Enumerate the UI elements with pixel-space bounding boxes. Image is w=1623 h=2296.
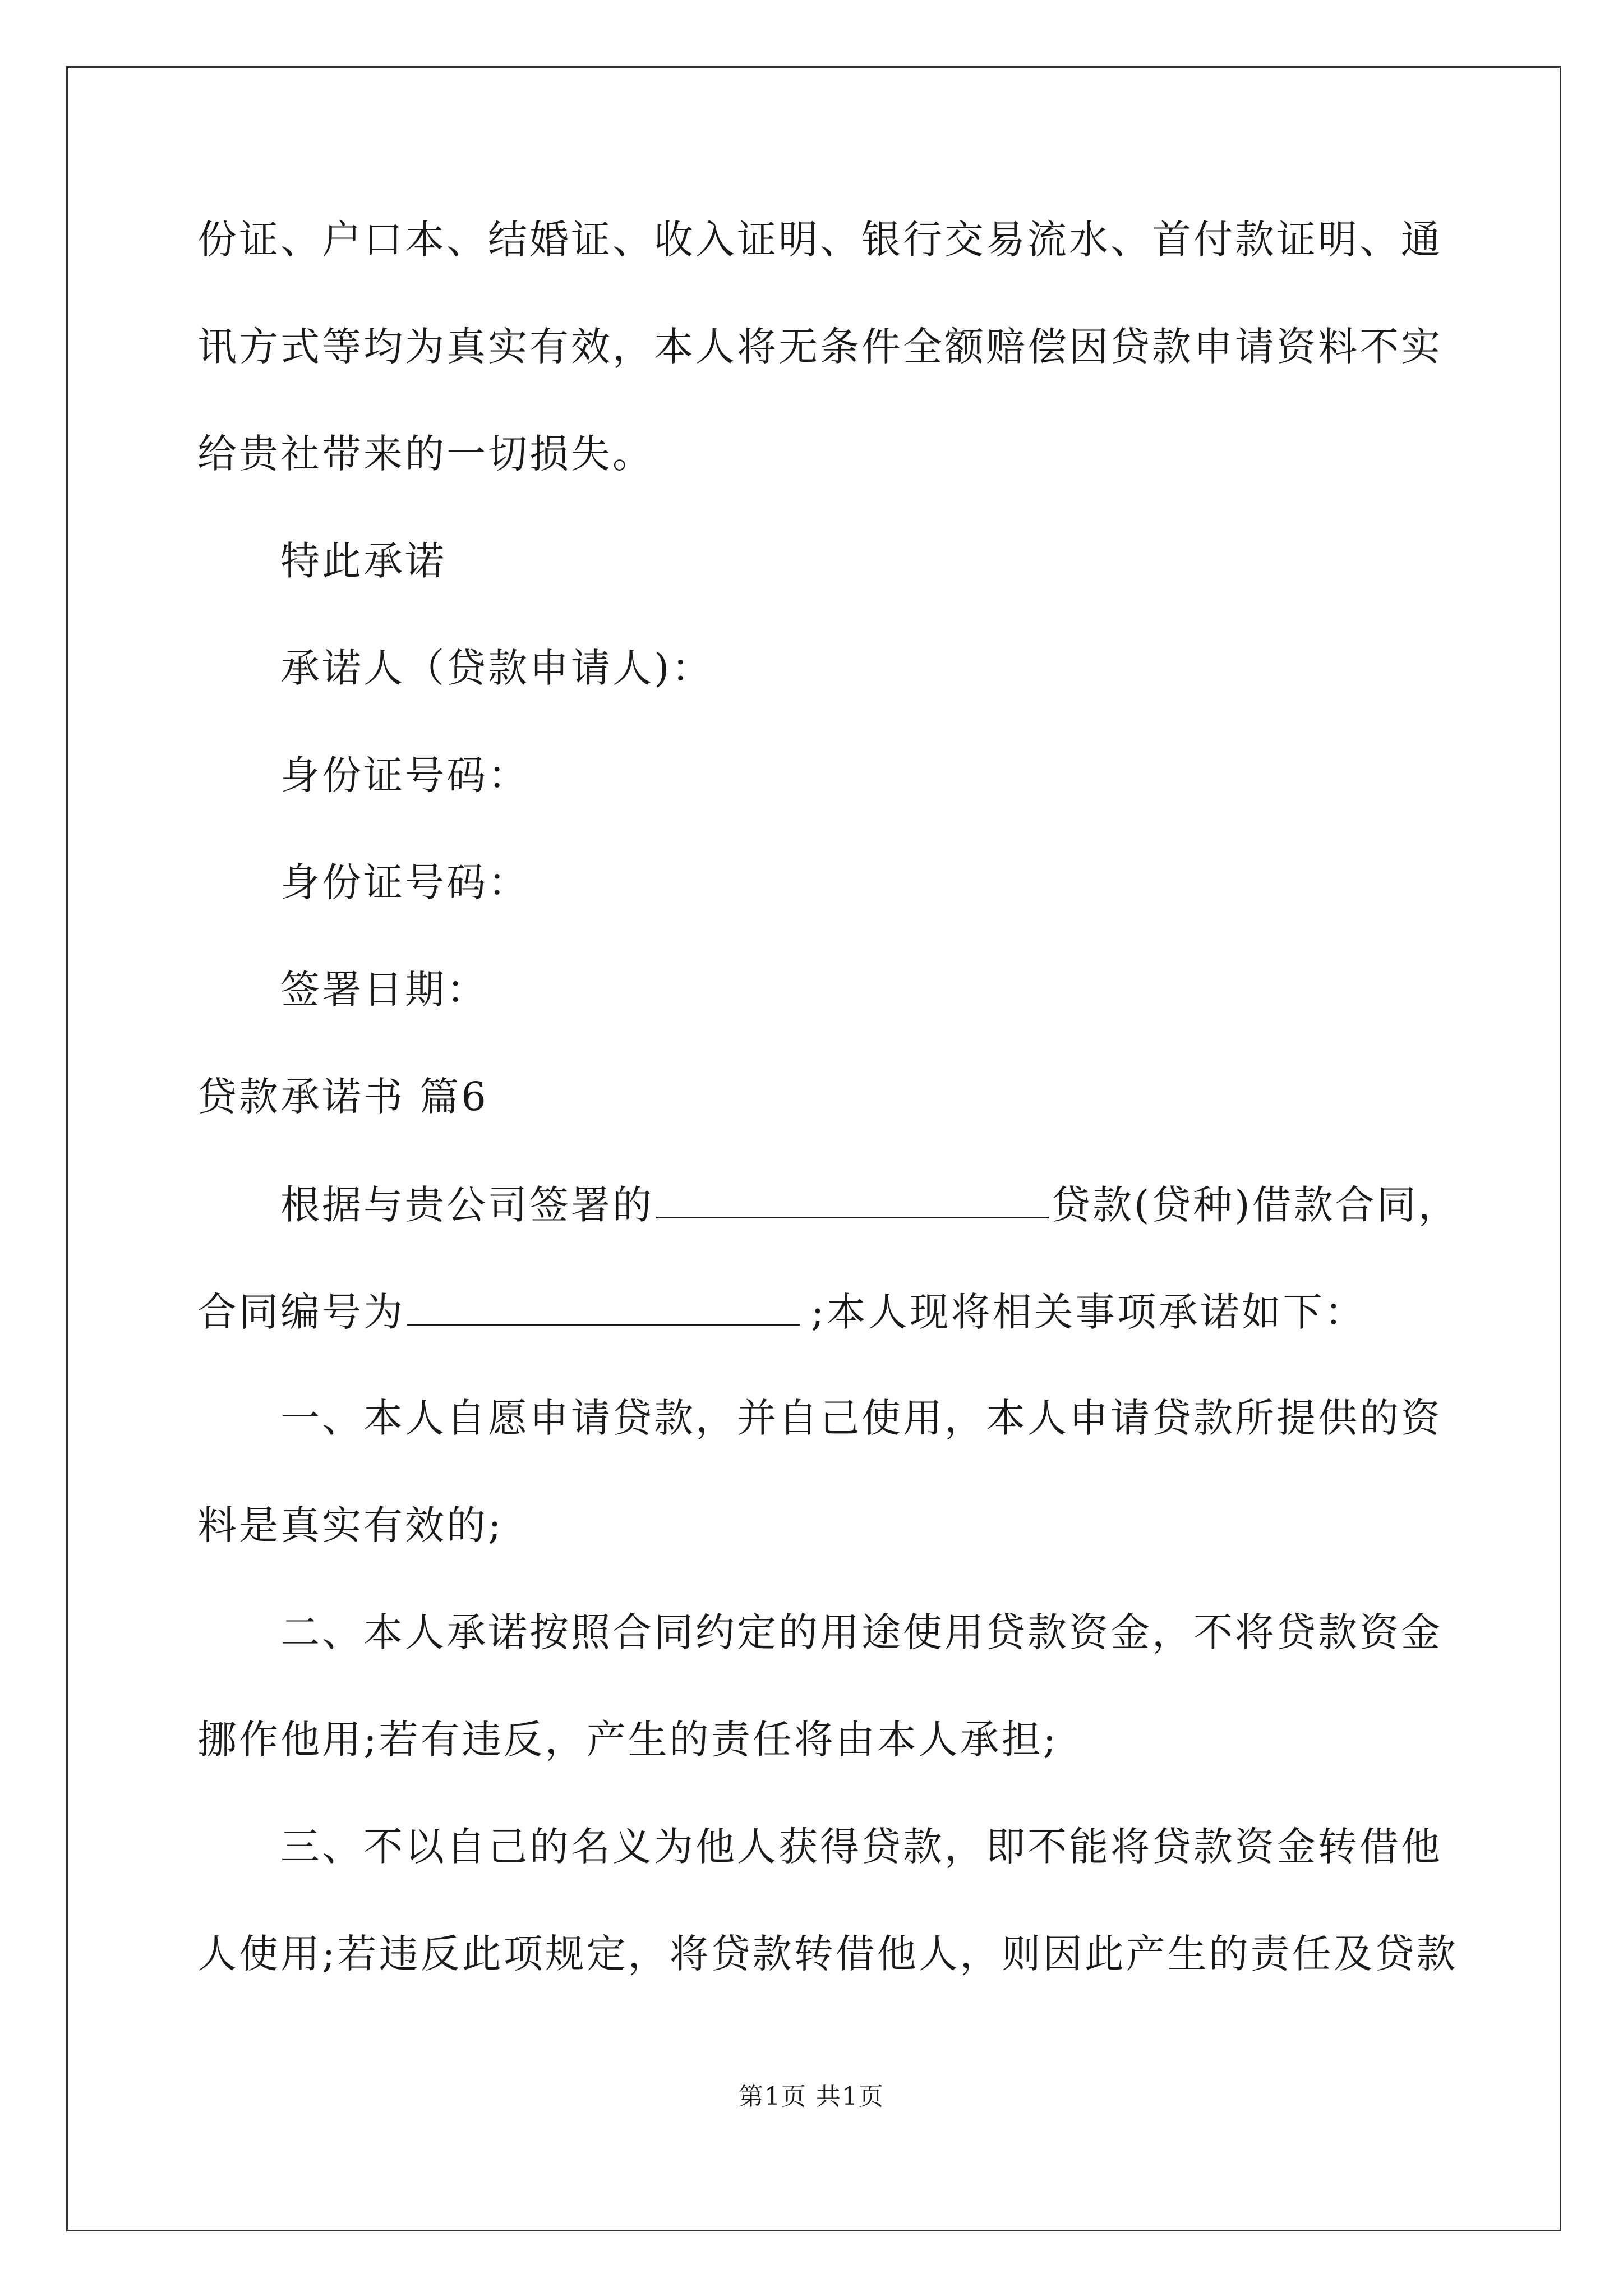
commitment-item-2-continued: 挪作他用;若有违反，产生的责任将由本人承担; bbox=[197, 1717, 1059, 1763]
id-number-label: 身份证号码： bbox=[280, 752, 529, 798]
page-number-footer: 第1页 共1页 bbox=[739, 2082, 884, 2111]
loan-type-blank bbox=[656, 1177, 1049, 1218]
paragraph-line: 份证、户口本、结婚证、收入证明、银行交易流水、首付款证明、通 bbox=[197, 217, 1442, 263]
commitment-item-3-continued: 人使用;若违反此项规定，将贷款转借他人，则因此产生的责任及贷款 bbox=[197, 1931, 1458, 1977]
contract-line bbox=[197, 1177, 1460, 1230]
signing-date-label: 签署日期： bbox=[280, 967, 488, 1013]
contract-number-prefix: 合同编号为 bbox=[197, 1289, 405, 1335]
paragraph-line: 给贵社带来的一切损失。 bbox=[197, 431, 654, 477]
contract-line-prefix: 根据与贵公司签署的 bbox=[280, 1182, 654, 1228]
closing-statement: 特此承诺 bbox=[280, 538, 446, 584]
commitment-item-1-continued: 料是真实有效的; bbox=[197, 1502, 504, 1548]
document-body bbox=[197, 213, 1460, 2035]
paragraph-line: 讯方式等均为真实有效，本人将无条件全额赔偿因贷款申请资料不实 bbox=[197, 324, 1442, 370]
signatory-label: 承诺人（贷款申请人)： bbox=[280, 645, 713, 691]
contract-number-blank bbox=[407, 1285, 800, 1326]
contract-line-suffix: 贷款(贷种)借款合同， bbox=[1051, 1182, 1460, 1228]
contract-number-line bbox=[197, 1285, 1437, 1337]
commitment-item-1: 一、本人自愿申请贷款，并自己使用，本人申请贷款所提供的资 bbox=[280, 1395, 1442, 1441]
id-number-label: 身份证号码： bbox=[280, 859, 529, 905]
commitment-item-3: 三、不以自己的名义为他人获得贷款，即不能将贷款资金转借他 bbox=[280, 1824, 1442, 1870]
section-heading: 贷款承诺书 篇6 bbox=[197, 1074, 488, 1120]
commitment-item-2: 二、本人承诺按照合同约定的用途使用贷款资金，不将贷款资金 bbox=[280, 1609, 1442, 1655]
contract-number-suffix: ;本人现将相关事项承诺如下： bbox=[811, 1289, 1366, 1335]
